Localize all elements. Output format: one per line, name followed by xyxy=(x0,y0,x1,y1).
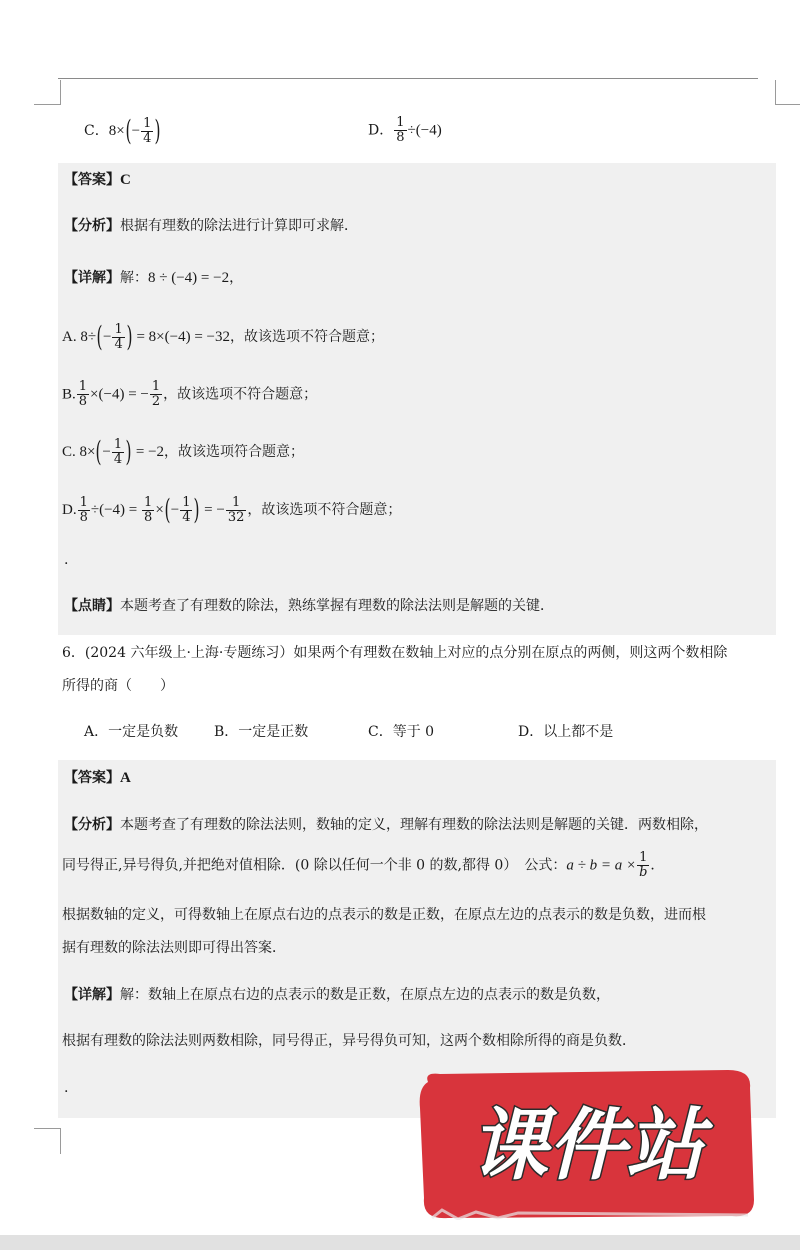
crop-mark xyxy=(60,80,61,105)
q5-comment: 【点睛】本题考查了有理数的除法，熟练掌握有理数的除法法则是解题的关键． xyxy=(64,598,554,614)
q6-stem-line1: 6．(2024 六年级上·上海·专题练习）如果两个有理数在数轴上对应的点分别在原点的两侧，则这两个数相除 xyxy=(62,645,728,661)
q6-analysis-line3: 根据数轴的定义，可得数轴上在原点右边的点表示的数是正数，在原点左边的点表示的数是负数，进而根 xyxy=(62,907,706,923)
q6-option-a: A．一定是负数 xyxy=(84,724,179,740)
bottom-strip xyxy=(0,1235,800,1250)
crop-mark xyxy=(60,1128,61,1154)
q6-stem-line2: 所得的商（ ） xyxy=(62,678,174,694)
q5-answer: 【答案】C xyxy=(64,172,131,188)
q5-line-d: D. $\frac{1}{8}$ ÷(−4) = $\frac{1}{8}$ ×(− $\frac{1}{4}$ ) = − $\frac{1}{32}$ ，故该选项不符合题意； xyxy=(62,493,402,526)
q5-option-c: C．8×(− $\frac{1}{4}$ ) xyxy=(84,114,161,147)
watermark-stamp xyxy=(418,1068,756,1220)
q6-analysis-line1: 【分析】本题考查了有理数的除法法则，数轴的定义，理解有理数的除法法则是解题的关键．两数相除， xyxy=(64,817,708,833)
watermark-text: 课件站 xyxy=(469,1101,705,1191)
q6-analysis-line2: 同号得正,异号得负,并把绝对值相除．(0 除以任何一个非 0 的数,都得 0） 公式：a ÷ b = a × $\frac{1}{b}$ ． xyxy=(62,850,665,880)
crop-mark xyxy=(775,80,776,105)
header-rule xyxy=(58,78,758,79)
q5-option-d: D． $\frac{1}{8}$ ÷(−4) xyxy=(368,115,442,145)
q6-option-d: D．以上都不是 xyxy=(518,724,614,740)
q5-dot: . xyxy=(64,552,69,568)
q6-option-b: B．一定是正数 xyxy=(214,724,309,740)
q6-analysis-line4: 据有理数的除法法则即可得出答案． xyxy=(62,940,286,956)
q5-analysis: 【分析】根据有理数的除法进行计算即可求解． xyxy=(64,218,358,234)
crop-mark xyxy=(34,104,60,105)
q6-dot: . xyxy=(64,1080,69,1096)
q5-line-c: C. 8×(− $\frac{1}{4}$ ) = −2，故该选项符合题意； xyxy=(62,435,305,468)
q5-detail: 【详解】解：8 ÷ (−4) = −2， xyxy=(64,270,244,286)
q5-line-b: B. $\frac{1}{8}$ ×(−4) = − $\frac{1}{2}$ ，故该选项不符合题意； xyxy=(62,379,318,409)
q6-answer: 【答案】A xyxy=(64,770,131,786)
crop-mark xyxy=(34,1128,60,1129)
crop-mark xyxy=(776,104,800,105)
q5-line-a: A. 8÷(− $\frac{1}{4}$ ) = 8×(−4) = −32，故该选项不符合题意； xyxy=(62,320,384,353)
q6-detail-line2: 根据有理数的除法法则两数相除，同号得正，异号得负可知，这两个数相除所得的商是负数． xyxy=(62,1033,636,1049)
q6-detail-line1: 【详解】解：数轴上在原点右边的点表示的数是正数，在原点左边的点表示的数是负数， xyxy=(64,987,610,1003)
q6-option-c: C．等于 0 xyxy=(368,724,435,740)
